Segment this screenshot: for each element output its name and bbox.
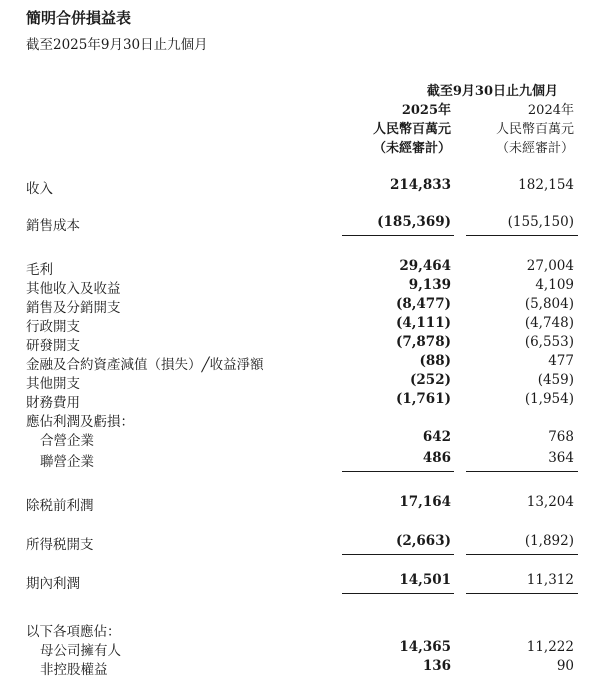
value-prior: 11,312	[526, 572, 574, 588]
value-current: 136	[422, 658, 451, 674]
row-revenue	[0, 177, 590, 196]
row-selling-expenses	[0, 296, 590, 315]
row-attributable-to	[0, 620, 590, 639]
value-current: (88)	[419, 353, 451, 369]
row-non-controlling	[0, 658, 590, 677]
row-label: 聯營企業	[40, 454, 94, 470]
row-label: 毛利	[26, 262, 53, 278]
audit-current-header: （未經審計）	[372, 141, 451, 156]
value-prior: (1,954)	[524, 391, 574, 407]
row-label: 銷售成本	[26, 218, 80, 234]
row-profit-before-tax	[0, 494, 590, 513]
value-prior: (4,748)	[524, 315, 574, 331]
value-prior: 13,204	[526, 494, 574, 510]
subtotal-rule-prior	[466, 471, 578, 472]
value-current: (1,761)	[395, 391, 451, 407]
value-prior: 768	[548, 429, 574, 445]
subtotal-rule-current	[342, 554, 454, 555]
value-prior: 90	[556, 658, 574, 674]
total-rule-current	[342, 593, 454, 594]
row-label: 收入	[26, 181, 53, 197]
row-label: 其他收入及收益	[26, 281, 121, 297]
row-income-tax	[0, 533, 590, 552]
row-other-income	[0, 277, 590, 296]
total-rule-prior	[466, 593, 578, 594]
unit-current-header: 人民幣百萬元	[372, 122, 451, 137]
value-prior: (5,804)	[524, 296, 574, 312]
value-current: 486	[422, 450, 451, 466]
value-current: 214,833	[389, 177, 451, 193]
subtotal-rule-current	[342, 471, 454, 472]
row-cost-of-sales	[0, 214, 590, 233]
row-label: 合營企業	[40, 433, 94, 449]
year-prior-header: 2024年	[527, 103, 574, 118]
row-label: 非控股權益	[40, 662, 108, 678]
row-share-of-profits	[0, 410, 590, 429]
value-current: 14,501	[399, 572, 451, 588]
row-joint-ventures	[0, 429, 590, 448]
row-label: 期內利潤	[26, 576, 80, 592]
row-label: 以下各項應佔：	[26, 624, 121, 640]
value-current: 642	[422, 429, 451, 445]
row-owners-of-parent	[0, 639, 590, 658]
value-prior: 11,222	[526, 639, 574, 655]
value-current: (4,111)	[395, 315, 451, 331]
value-prior: 477	[548, 353, 574, 369]
row-admin-expenses	[0, 315, 590, 334]
row-associates	[0, 450, 590, 469]
row-other-expenses	[0, 372, 590, 391]
subtotal-rule-prior	[466, 554, 578, 555]
value-prior: (459)	[537, 372, 574, 388]
value-prior: (6,553)	[524, 334, 574, 350]
period-header: 截至9月30日止九個月	[426, 84, 558, 99]
statement-title: 簡明合併損益表	[26, 9, 132, 27]
value-prior: 364	[548, 450, 574, 466]
statement-subtitle: 截至2025年9月30日止九個月	[26, 37, 208, 53]
subtotal-rule-prior	[466, 235, 578, 236]
value-prior: 4,109	[535, 277, 574, 293]
value-current: (2,663)	[395, 533, 451, 549]
row-label: 金融及合約資產減值（損失）╱收益淨額	[26, 357, 264, 373]
row-profit-for-period	[0, 572, 590, 591]
value-current: (7,878)	[395, 334, 451, 350]
value-current: (252)	[410, 372, 451, 388]
row-label: 母公司擁有人	[40, 643, 121, 659]
row-rd-expenses	[0, 334, 590, 353]
row-label: 所得税開支	[26, 537, 94, 553]
value-current: 17,164	[399, 494, 451, 510]
value-current: 29,464	[399, 258, 451, 274]
row-finance-costs	[0, 391, 590, 410]
value-current: 14,365	[399, 639, 451, 655]
value-current: 9,139	[408, 277, 451, 293]
value-current: (8,477)	[395, 296, 451, 312]
row-label: 銷售及分銷開支	[26, 300, 121, 316]
value-prior: 182,154	[518, 177, 574, 193]
row-label: 行政開支	[26, 319, 80, 335]
row-label: 除税前利潤	[26, 498, 94, 514]
row-label: 研發開支	[26, 338, 80, 354]
value-current: (185,369)	[377, 214, 451, 230]
row-label: 其他開支	[26, 376, 80, 392]
value-prior: (155,150)	[507, 214, 574, 230]
value-prior: (1,892)	[524, 533, 574, 549]
subtotal-rule-current	[342, 235, 454, 236]
year-current-header: 2025年	[401, 103, 451, 118]
unit-prior-header: 人民幣百萬元	[495, 122, 574, 137]
row-label: 財務費用	[26, 395, 80, 411]
value-prior: 27,004	[526, 258, 574, 274]
audit-prior-header: （未經審計）	[495, 141, 574, 156]
row-impairment	[0, 353, 590, 372]
row-gross-profit	[0, 258, 590, 277]
row-label: 應佔利潤及虧損：	[26, 414, 134, 430]
